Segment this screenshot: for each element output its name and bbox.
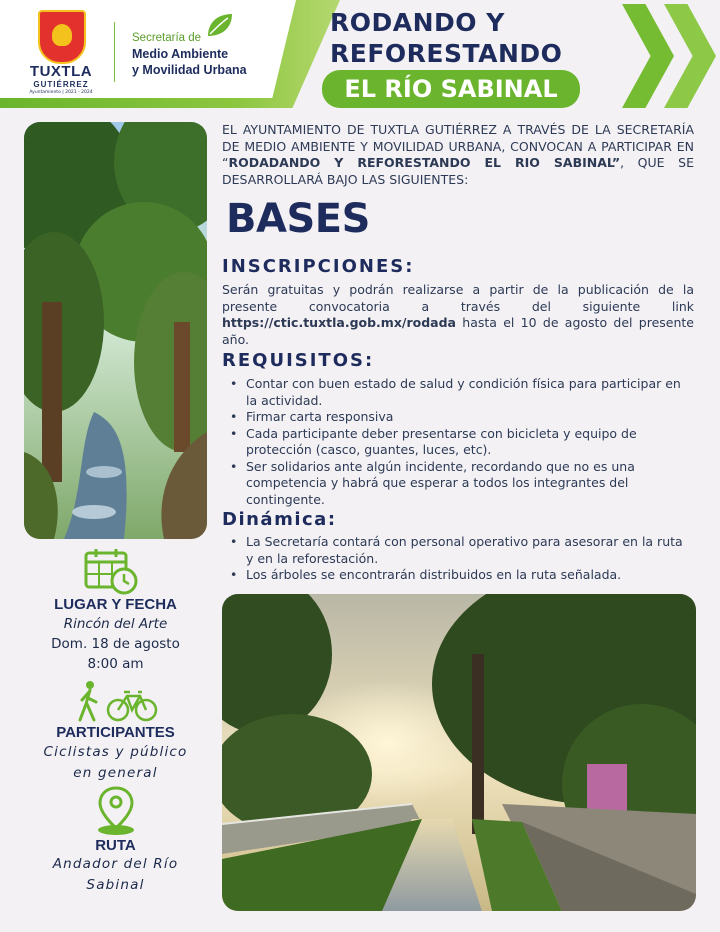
participantes-line1: Ciclistas y público	[43, 744, 188, 760]
secretaria-line3: y Movilidad Urbana	[132, 63, 247, 77]
inscripciones-text-b: hasta el 10 de agosto del presente año.	[222, 315, 694, 347]
intro-paragraph	[222, 122, 694, 188]
brand-subname: GUTIÉRREZ	[33, 80, 89, 89]
leaf-icon	[206, 12, 234, 38]
title-line1: RODANDO Y	[330, 8, 505, 37]
secretaria-line1: Secretaría de	[132, 32, 202, 44]
header-divider	[114, 22, 115, 82]
chevron-right-icon	[622, 4, 674, 108]
title-pill: EL RÍO SABINAL	[322, 70, 580, 108]
lugar-date: Dom. 18 de agosto	[51, 636, 180, 652]
bases-title: BASES	[226, 196, 370, 242]
requisitos-list	[222, 376, 694, 508]
participantes-line2: en general	[73, 765, 158, 781]
header	[0, 0, 720, 112]
list-item: • Cada participante deber presentarse con bicicleta y equipo de protección (casco, guantes, luces, etc).	[222, 426, 694, 459]
calendar-clock-icon	[84, 547, 140, 595]
lugar-place: Rincón del Arte	[63, 616, 168, 632]
lugar-title: LUGAR Y FECHA	[54, 596, 177, 613]
brand-period: Ayuntamiento | 2021 - 2024	[29, 90, 93, 95]
river-sunset-photo	[222, 594, 696, 911]
ruta-line2: Sabinal	[86, 877, 145, 893]
list-item: • Firmar carta responsiva	[222, 409, 694, 426]
requisitos-heading: REQUISITOS:	[222, 350, 375, 371]
participantes-title: PARTICIPANTES	[56, 724, 175, 741]
walker-bicycle-icon	[72, 680, 160, 722]
brand-name: TUXTLA	[29, 63, 93, 80]
list-item: • Los árboles se encontrarán distribuidos en la ruta señalada.	[222, 567, 694, 584]
river-forest-photo	[24, 122, 207, 539]
intro-event-name: RODADANDO Y REFORESTANDO EL RIO SABINAL”	[228, 155, 621, 170]
location-pin-icon	[96, 786, 136, 836]
ruta-line1: Andador del Río	[52, 856, 179, 872]
inscripciones-paragraph	[222, 282, 694, 348]
municipal-shield-logo	[38, 10, 86, 64]
lugar-time: 8:00 am	[87, 656, 144, 672]
dinamica-heading: Dinámica:	[222, 509, 337, 530]
intro-text-a: EL AYUNTAMIENTO DE TUXTLA GUTIÉRREZ A TRAVÉS DE LA SECRETARÍA DE MEDIO AMBIENTE Y MOVILIDAD URBANA, CONVOCAN A PARTICIPAR EN “	[222, 122, 694, 170]
inscripciones-text-a: Serán gratuitas y podrán realizarse a partir de la publicación de la presente convocatoria a través del siguiente link	[222, 282, 694, 314]
registration-link[interactable]: https://ctic.tuxtla.gob.mx/rodada	[222, 315, 456, 330]
list-item: • Contar con buen estado de salud y condición física para participar en la actividad.	[222, 376, 694, 409]
list-item: • Ser solidarios ante algún incidente, recordando que no es una competencia y habrá que esperar a todos los integrantes del contingente.	[222, 459, 694, 509]
title-line2: REFORESTANDO	[330, 39, 563, 68]
secretaria-line2: Medio Ambiente	[132, 47, 229, 61]
inscripciones-heading: INSCRIPCIONES:	[222, 256, 415, 277]
dinamica-list	[222, 534, 694, 584]
intro-text-b: , QUE SE DESARROLLARÁ BAJO LAS SIGUIENTES:	[222, 155, 694, 187]
list-item: • La Secretaría contará con personal operativo para asesorar en la ruta y en la reforestación.	[222, 534, 694, 567]
ruta-title: RUTA	[95, 837, 136, 854]
